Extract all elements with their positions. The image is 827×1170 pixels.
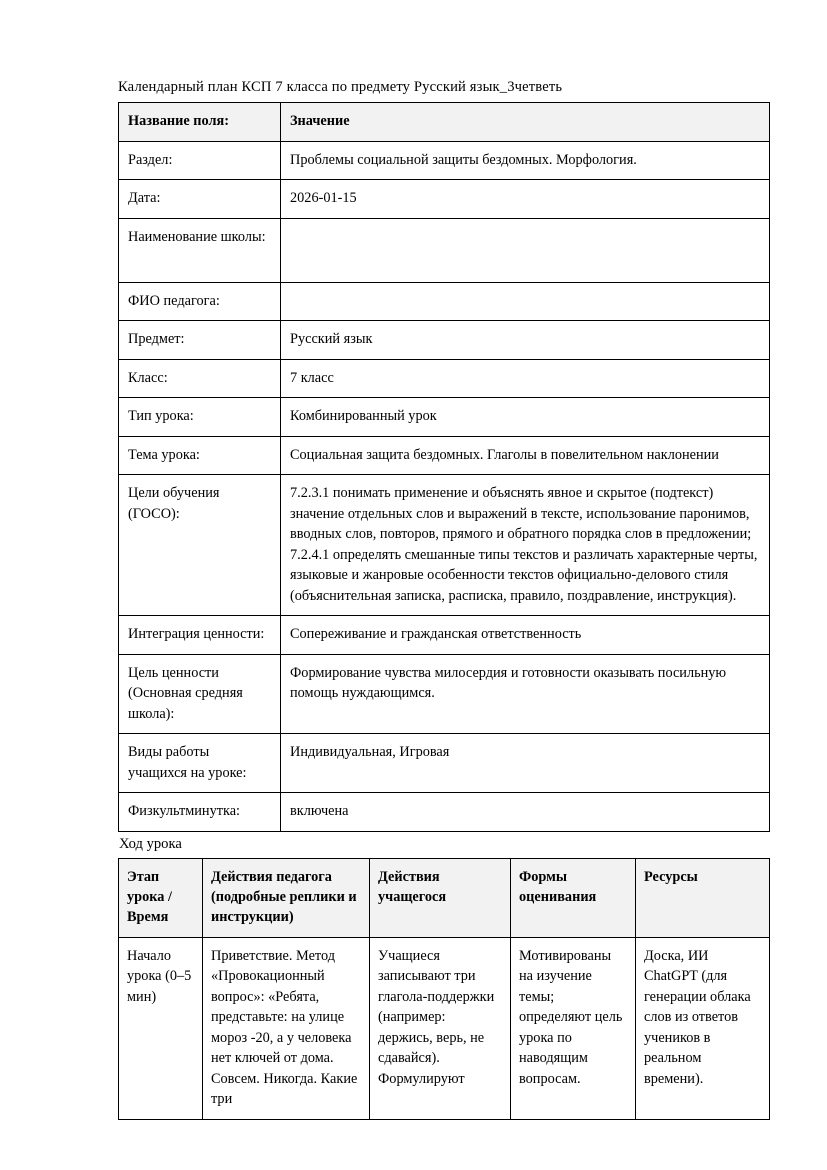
field-value-subject: Русский язык (281, 321, 770, 360)
field-name-learning-objectives: Цели обучения (ГОСО): (119, 475, 281, 616)
table-row (119, 321, 770, 360)
column-header-value: Значение (281, 103, 770, 142)
field-name-value-goal: Цель ценности (Основная средняя школа): (119, 654, 281, 734)
field-value-razdel: Проблемы социальной защиты бездомных. Морфология. (281, 141, 770, 180)
cell-teacher-actions: Приветствие. Метод «Провокационный вопрос»: «Ребята, представьте: на улице мороз -20, а у человека нет ключей от дома. Совсем. Никогда. Какие три (203, 937, 370, 1119)
field-name-data: Дата: (119, 180, 281, 219)
field-value-class: 7 класс (281, 359, 770, 398)
field-name-subject: Предмет: (119, 321, 281, 360)
field-name-teacher: ФИО педагога: (119, 282, 281, 321)
table-row (119, 398, 770, 437)
table-row (119, 734, 770, 793)
cell-resources: Доска, ИИ ChatGPT (для генерации облака слов из ответов учеников в реальном времени). (636, 937, 770, 1119)
column-header-teacher-actions: Действия педагога (подробные реплики и инструкции) (203, 858, 370, 937)
field-value-lesson-type: Комбинированный урок (281, 398, 770, 437)
lesson-fields-table (118, 102, 770, 832)
field-name-physical-break: Физкультминутка: (119, 793, 281, 832)
field-value-lesson-topic: Социальная защита бездомных. Глаголы в повелительном наклонении (281, 436, 770, 475)
page-title: Календарный план КСП 7 класса по предмету Русский язык_3четветь (118, 79, 563, 95)
table-row (119, 654, 770, 734)
table-header-row (119, 103, 770, 142)
lesson-fields-body (119, 103, 770, 832)
field-name-value-integration: Интеграция ценности: (119, 616, 281, 655)
field-value-school (281, 218, 770, 282)
lesson-flow-section-label: Ход урока (119, 835, 182, 852)
page-content (118, 78, 769, 1120)
field-value-data: 2026-01-15 (281, 180, 770, 219)
table-row (119, 141, 770, 180)
field-value-value-integration: Сопереживание и гражданская ответственность (281, 616, 770, 655)
column-header-resources: Ресурсы (636, 858, 770, 937)
table-row (119, 218, 770, 282)
lesson-flow-table (118, 858, 770, 1120)
cell-stage: Начало урока (0–5 мин) (119, 937, 203, 1119)
table-row (119, 180, 770, 219)
lesson-flow-body (119, 858, 770, 1119)
field-value-work-types: Индивидуальная, Игровая (281, 734, 770, 793)
table-row (119, 616, 770, 655)
field-value-physical-break: включена (281, 793, 770, 832)
table-row (119, 475, 770, 616)
table-row (119, 436, 770, 475)
field-name-school: Наименование школы: (119, 218, 281, 282)
column-header-student-actions: Действия учащегося (370, 858, 511, 937)
field-value-learning-objectives: 7.2.3.1 понимать применение и объяснять явное и скрытое (подтекст) значение отдельных слов и выражений в тексте, использование паронимов, вводных слов, повторов, прямого и обратного порядка слов в предложении; 7.2.4.1 определять смешанные типы текстов и различать характерные черты, языковые и жанровые особенности текстов официально-делового стиля (объяснительная записка, расписка, правило, поздравление, инструкция). (281, 475, 770, 616)
column-header-assessment-forms: Формы оценивания (511, 858, 636, 937)
column-header-stage: Этап урока / Время (119, 858, 203, 937)
table-row (119, 793, 770, 832)
field-name-class: Класс: (119, 359, 281, 398)
field-value-teacher (281, 282, 770, 321)
field-name-lesson-type: Тип урока: (119, 398, 281, 437)
column-header-field-name: Название поля: (119, 103, 281, 142)
table-row (119, 937, 770, 1119)
cell-assessment-forms: Мотивированы на изучение темы; определяют цель урока по наводящим вопросам. (511, 937, 636, 1119)
field-name-razdel: Раздел: (119, 141, 281, 180)
table-row (119, 359, 770, 398)
table-row (119, 282, 770, 321)
cell-student-actions: Учащиеся записывают три глагола-поддержки (например: держись, верь, не сдавайся). Формулируют (370, 937, 511, 1119)
field-name-work-types: Виды работы учащихся на уроке: (119, 734, 281, 793)
field-name-lesson-topic: Тема урока: (119, 436, 281, 475)
table-header-row (119, 858, 770, 937)
field-value-value-goal: Формирование чувства милосердия и готовности оказывать посильную помощь нуждающимся. (281, 654, 770, 734)
